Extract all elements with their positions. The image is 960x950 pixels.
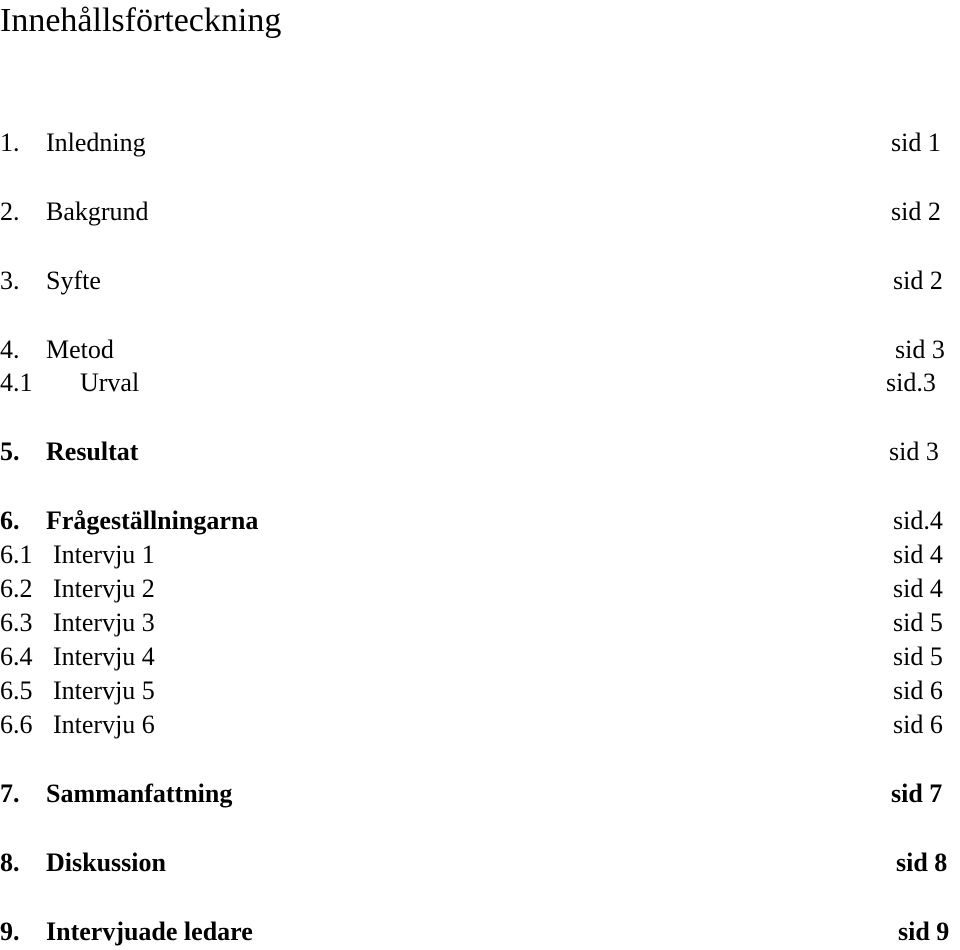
toc-entry xyxy=(0,676,960,706)
toc-entry xyxy=(0,710,960,740)
toc-entry-label: Intervju 3 xyxy=(53,608,155,637)
toc-entry-number: 4. xyxy=(0,335,20,364)
toc-entry-label: Resultat xyxy=(46,437,139,466)
toc-entry xyxy=(0,506,960,536)
toc-entry-number: 1. xyxy=(0,128,20,157)
toc-entry xyxy=(0,266,960,296)
toc-entry xyxy=(0,642,960,672)
toc-entry-number: 6. xyxy=(0,506,20,535)
toc-entry-label: Intervjuade ledare xyxy=(46,917,253,946)
toc-entry-label: Intervju 6 xyxy=(53,710,155,739)
toc-entry-label: Intervju 4 xyxy=(53,642,155,671)
toc-entry-label: Metod xyxy=(46,335,114,364)
toc-entry xyxy=(0,848,960,878)
toc-entry-number: 4.1 xyxy=(0,368,33,397)
toc-entry-page: sid.4 xyxy=(893,506,943,535)
toc-entry-label: Diskussion xyxy=(46,848,166,877)
page-title: Innehållsförteckning xyxy=(0,2,282,39)
toc-entry-page: sid 3 xyxy=(889,437,939,466)
toc-entry xyxy=(0,574,960,604)
toc-entry xyxy=(0,368,960,398)
toc-entry-label: Syfte xyxy=(46,266,101,295)
toc-entry-page: sid 5 xyxy=(893,608,943,637)
toc-entry-label: Intervju 1 xyxy=(53,540,155,569)
toc-entry-number: 6.4 xyxy=(0,642,33,671)
toc-entry-number: 6.6 xyxy=(0,710,33,739)
toc-entry-number: 6.2 xyxy=(0,574,33,603)
toc-entry-number: 6.1 xyxy=(0,540,33,569)
toc-entry xyxy=(0,197,960,227)
toc-entry-label: Bakgrund xyxy=(46,197,149,226)
toc-entry xyxy=(0,437,960,467)
toc-entry-page: sid 7 xyxy=(891,779,943,808)
toc-entry-page: sid 8 xyxy=(896,848,948,877)
toc-entry xyxy=(0,128,960,158)
toc-entry-page: sid 4 xyxy=(893,574,943,603)
toc-entry xyxy=(0,335,960,365)
toc-entry-page: sid 2 xyxy=(893,266,943,295)
toc-entry-page: sid 2 xyxy=(891,197,941,226)
toc-entry-page: sid 6 xyxy=(893,710,943,739)
toc-entry-label: Frågeställningarna xyxy=(46,506,259,535)
toc-entry xyxy=(0,608,960,638)
toc-entry-label: Inledning xyxy=(46,128,146,157)
toc-entry xyxy=(0,540,960,570)
toc-entry-page: sid 6 xyxy=(893,676,943,705)
toc-entry-page: sid 3 xyxy=(895,335,945,364)
toc-entry-label: Sammanfattning xyxy=(46,779,233,808)
toc-entry-label: Intervju 5 xyxy=(53,676,155,705)
toc-entry-number: 6.5 xyxy=(0,676,33,705)
toc-entry xyxy=(0,779,960,809)
toc-entry-number: 6.3 xyxy=(0,608,33,637)
toc-entry-number: 8. xyxy=(0,848,20,877)
toc-entry-page: sid.3 xyxy=(886,368,936,397)
toc-entry-page: sid 9 xyxy=(898,917,950,946)
toc-entry-page: sid 5 xyxy=(893,642,943,671)
toc-entry xyxy=(0,917,960,947)
toc-entry-number: 5. xyxy=(0,437,20,466)
toc-entry-number: 2. xyxy=(0,197,20,226)
toc-entry-label: Urval xyxy=(80,368,140,397)
toc-entry-label: Intervju 2 xyxy=(53,574,155,603)
toc-entry-number: 9. xyxy=(0,917,20,946)
toc-entry-number: 7. xyxy=(0,779,20,808)
toc-entry-page: sid 4 xyxy=(893,540,943,569)
toc-entry-number: 3. xyxy=(0,266,20,295)
toc-entry-page: sid 1 xyxy=(891,128,941,157)
